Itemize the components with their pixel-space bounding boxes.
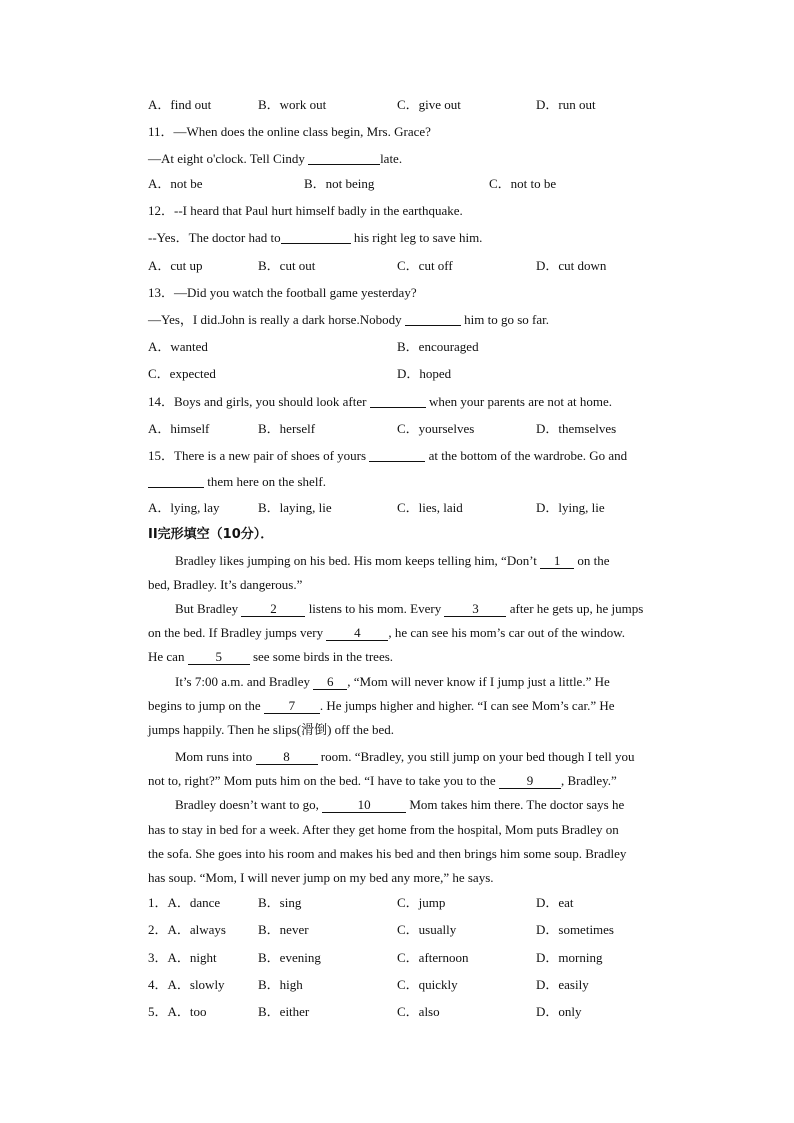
- cloze-option: 2．A．always: [148, 922, 226, 937]
- q14-option-a: A．himself: [148, 421, 210, 436]
- q15-blank-2: [148, 474, 204, 488]
- passage-line: has to stay in bed for a week. After they get home from the hospital, Mom puts Bradley on: [148, 822, 619, 837]
- q15-option-a: A．lying, lay: [148, 500, 220, 515]
- cloze-blank-9: 9: [499, 774, 561, 789]
- passage-line: not to, right?” Mom puts him on the bed. “I have to take you to the 9 , Bradley.”: [148, 773, 617, 788]
- q13-question: 13．—Did you watch the football game yesterday?: [148, 285, 417, 300]
- passage-line: But Bradley 2 listens to his mom. Every 3 after he gets up, he jumps: [175, 601, 644, 616]
- q12-option-d: D．cut down: [536, 258, 607, 273]
- q11-question: 11．—When does the online class begin, Mrs. Grace?: [148, 124, 431, 139]
- cloze-option: C．afternoon: [397, 950, 469, 965]
- q15-blank-1: [369, 448, 425, 462]
- cloze-option: C．usually: [397, 922, 457, 937]
- q13-option-c: C．expected: [148, 366, 216, 381]
- q14-option-b: B．herself: [258, 421, 316, 436]
- q11-answer: —At eight o'clock. Tell Cindy late.: [148, 151, 403, 166]
- cloze-blank-8: 8: [256, 750, 318, 765]
- cloze-option: 1．A．dance: [148, 895, 221, 910]
- q14-question: 14．Boys and girls, you should look after when your parents are not at home.: [148, 394, 612, 409]
- passage-line: the sofa. She goes into his room and makes his bed and then brings him some soup. Bradley: [148, 846, 627, 861]
- q15-question-line2: them here on the shelf.: [148, 474, 326, 490]
- q12-question: 12．--I heard that Paul hurt himself badly in the earthquake.: [148, 203, 463, 218]
- cloze-option: 3．A．night: [148, 950, 217, 965]
- q11-option-a: A．not be: [148, 176, 203, 191]
- q11-blank: [308, 151, 380, 165]
- q14-option-c: C．yourselves: [397, 421, 475, 436]
- passage-line: He can 5 see some birds in the trees.: [148, 649, 394, 664]
- cloze-option: B．high: [258, 977, 303, 992]
- q10-option-a: A．find out: [148, 97, 212, 112]
- cloze-option: D．morning: [536, 950, 603, 965]
- q14-blank: [370, 394, 426, 408]
- cloze-blank-6: 6: [313, 675, 347, 690]
- q10-option-b: B．work out: [258, 97, 327, 112]
- cloze-blank-3: 3: [444, 602, 506, 617]
- q12-option-a: A．cut up: [148, 258, 203, 273]
- cloze-option: B．evening: [258, 950, 321, 965]
- cloze-blank-1: 1: [540, 554, 574, 569]
- cloze-option: D．easily: [536, 977, 589, 992]
- cloze-option: B．never: [258, 922, 309, 937]
- q13-option-b: B．encouraged: [397, 339, 479, 354]
- q10-option-d: D．run out: [536, 97, 596, 112]
- cloze-blank-2: 2: [241, 602, 305, 617]
- q15-option-c: C．lies, laid: [397, 500, 463, 515]
- passage-line: begins to jump on the 7 . He jumps higher and higher. “I can see Mom’s car.” He: [148, 698, 615, 713]
- q11-option-b: B．not being: [304, 176, 375, 191]
- passage-line: Bradley likes jumping on his bed. His mom keeps telling him, “Don’t 1 on the: [175, 553, 610, 568]
- cloze-option: 4．A．slowly: [148, 977, 225, 992]
- passage-line: It’s 7:00 a.m. and Bradley 6 , “Mom will never know if I jump just a little.” He: [175, 674, 610, 689]
- cloze-blank-5: 5: [188, 650, 250, 665]
- q12-option-c: C．cut off: [397, 258, 453, 273]
- passage-line: has soup. “Mom, I will never jump on my bed any more,” he says.: [148, 870, 494, 885]
- cloze-option: B．either: [258, 1004, 310, 1019]
- q15-question: 15．There is a new pair of shoes of yours at the bottom of the wardrobe. Go and: [148, 448, 628, 463]
- q11-option-c: C．not to be: [489, 176, 557, 191]
- q15-option-b: B．laying, lie: [258, 500, 332, 515]
- q12-blank: [281, 230, 351, 244]
- passage-line: bed, Bradley. It’s dangerous.”: [148, 577, 303, 592]
- cloze-option: D．eat: [536, 895, 574, 910]
- q13-option-d: D．hoped: [397, 366, 452, 381]
- q13-answer: —Yes，I did.John is really a dark horse.Nobody him to go so far.: [148, 312, 549, 327]
- section-title: II完形填空（10分）．: [148, 527, 274, 542]
- cloze-option: C．quickly: [397, 977, 458, 992]
- q12-answer: --Yes．The doctor had to his right leg to save him.: [148, 230, 483, 245]
- cloze-blank-4: 4: [326, 626, 388, 641]
- cloze-blank-7: 7: [264, 699, 320, 714]
- passage-line: Mom runs into 8 room. “Bradley, you still jump on your bed though I tell you: [175, 749, 635, 764]
- cloze-option: D．sometimes: [536, 922, 614, 937]
- passage-line: on the bed. If Bradley jumps very 4 , he can see his mom’s car out of the window.: [148, 625, 626, 640]
- cloze-blank-10: 10: [322, 798, 406, 813]
- q13-option-a: A．wanted: [148, 339, 208, 354]
- q13-blank: [405, 312, 461, 326]
- q15-option-d: D．lying, lie: [536, 500, 605, 515]
- cloze-option: C．also: [397, 1004, 440, 1019]
- cloze-option: B．sing: [258, 895, 302, 910]
- q14-option-d: D．themselves: [536, 421, 617, 436]
- cloze-option: C．jump: [397, 895, 446, 910]
- passage-line: Bradley doesn’t want to go, 10 Mom takes him there. The doctor says he: [175, 797, 625, 812]
- cloze-option: D．only: [536, 1004, 582, 1019]
- passage-line: jumps happily. Then he slips(滑倒) off the bed.: [148, 722, 395, 737]
- cloze-option: 5．A．too: [148, 1004, 207, 1019]
- q12-option-b: B．cut out: [258, 258, 316, 273]
- q10-option-c: C．give out: [397, 97, 461, 112]
